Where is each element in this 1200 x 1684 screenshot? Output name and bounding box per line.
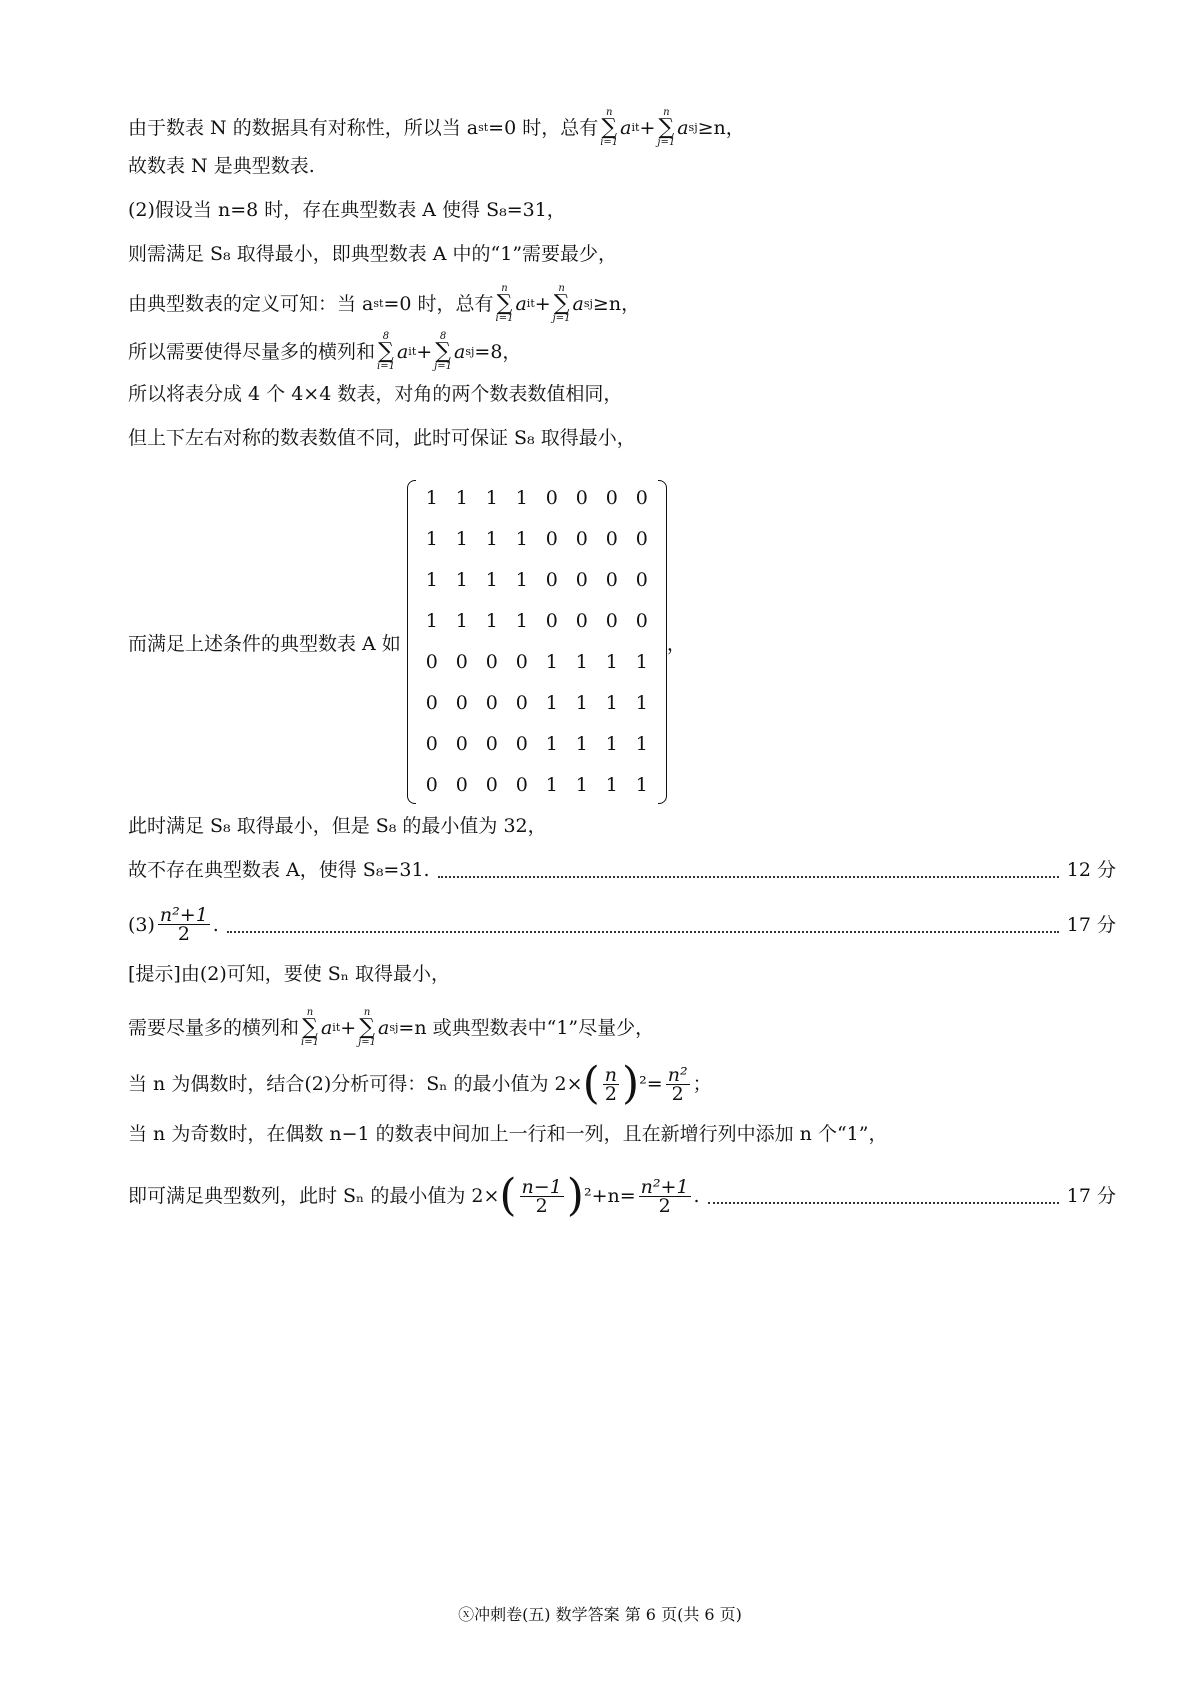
matrix-cell: 0 [575, 487, 588, 509]
matrix-cell: 1 [515, 487, 528, 509]
right-paren: ) [621, 1058, 640, 1109]
matrix-cell: 1 [515, 569, 528, 591]
matrix-cell: 1 [545, 692, 558, 714]
left-paren: ( [582, 1058, 600, 1109]
text: ≥n， [697, 117, 745, 139]
sum-symbol: n ∑ j=1 [552, 283, 571, 324]
subscript: sj [688, 121, 698, 134]
sum-symbol: 8 ∑ j=1 [434, 331, 453, 372]
matrix-cell: 1 [485, 569, 498, 591]
matrix-cell: 1 [455, 569, 468, 591]
line-minimal-ones: 则需满足 S₈ 取得最小，即典型数表 A 中的“1”需要最少， [128, 243, 618, 265]
text: =8， [474, 341, 522, 363]
matrix-cell: 0 [575, 569, 588, 591]
matrix-cell: 1 [635, 692, 648, 714]
matrix-cell: 1 [545, 651, 558, 673]
matrix-cell: 0 [545, 528, 558, 550]
matrix-cell: 0 [515, 733, 528, 755]
term: a [572, 293, 584, 315]
sum-symbol: n ∑ i=1 [301, 1007, 319, 1048]
text: =n 或典型数表中“1”尽量少， [398, 1017, 655, 1039]
line-symmetry [128, 108, 1116, 148]
sum-symbol: 8 ∑ i=1 [377, 331, 395, 372]
matrix-cell: 1 [425, 610, 438, 632]
plus-sign: + [416, 341, 433, 363]
matrix-cell: 0 [485, 733, 498, 755]
sum-symbol: n ∑ j=1 [358, 1007, 377, 1048]
matrix-cell: 0 [635, 610, 648, 632]
term: a [515, 293, 527, 315]
text: (3) [128, 913, 155, 936]
page-footer: ⓧ冲刺卷(五) 数学答案 第 6 页(共 6 页) [458, 1605, 742, 1624]
matrix-cell: 0 [485, 651, 498, 673]
fraction: $\frac{n-1}{2}$ [521, 1175, 562, 1217]
matrix-cell: 1 [635, 651, 648, 673]
line-row-col-sum [128, 332, 1116, 372]
score-label: 17 分 [1066, 913, 1116, 936]
matrix-cell: 0 [425, 692, 438, 714]
line-hint-sum [128, 1008, 1116, 1048]
line-definition [128, 284, 1116, 324]
text: =0 时，总有 [488, 117, 599, 139]
text: 故不存在典型数表 A，使得 S₈=31. [128, 859, 430, 881]
line-min-32: 此时满足 S₈ 取得最小，但是 S₈ 的最小值为 32， [128, 815, 547, 837]
matrix-cell: 0 [545, 569, 558, 591]
matrix-cell: 1 [515, 610, 528, 632]
line-part2-assumption: (2)假设当 n=8 时，存在典型数表 A 使得 S₈=31， [128, 199, 566, 221]
left-paren: ( [499, 1170, 517, 1221]
matrix-cell: 0 [605, 528, 618, 550]
sum-symbol: n ∑ i=1 [600, 107, 619, 148]
matrix-cell: 1 [605, 733, 618, 755]
matrix-cell: 1 [635, 774, 648, 796]
matrix-cell: 1 [425, 528, 438, 550]
text: . [212, 913, 219, 936]
line-part3-answer [128, 906, 1116, 943]
matrix-cell: 0 [635, 528, 648, 550]
term: a [396, 341, 409, 363]
matrix-cell: 0 [485, 774, 498, 796]
matrix-cell: 0 [635, 569, 648, 591]
line-hint: [提示]由(2)可知，要使 Sₙ 取得最小， [128, 963, 451, 985]
matrix-cell: 1 [605, 692, 618, 714]
score-label: 17 分 [1066, 1185, 1116, 1207]
text: ≥n， [592, 293, 641, 315]
matrix-a [407, 478, 667, 806]
matrix-cell: 0 [515, 651, 528, 673]
text: 而满足上述条件的典型数表 A 如 [128, 632, 401, 655]
line-odd-case: 当 n 为奇数时，在偶数 n−1 的数表中间加上一行和一列，且在新增行列中添加 n 个“1”， [128, 1123, 888, 1145]
line-conclusion [128, 856, 1116, 884]
matrix-cell: 1 [485, 487, 498, 509]
matrix-cell: 1 [575, 733, 588, 755]
text: . [693, 1185, 700, 1207]
matrix-cell: 0 [455, 692, 468, 714]
subscript: st [373, 297, 384, 310]
term: a [454, 341, 466, 363]
plus-sign: + [534, 293, 551, 315]
text: ²= [639, 1073, 663, 1095]
matrix-cell: 0 [545, 487, 558, 509]
matrix-cell: 1 [425, 487, 438, 509]
text: ， [666, 632, 686, 655]
matrix-cell: 0 [455, 651, 468, 673]
text: 所以需要使得尽量多的横列和 [128, 341, 376, 363]
matrix-cell: 0 [575, 610, 588, 632]
term: a [378, 1017, 390, 1039]
leader-dots [227, 917, 1059, 933]
subscript: sj [583, 297, 593, 310]
matrix-cell: 1 [575, 692, 588, 714]
matrix-cell: 1 [515, 528, 528, 550]
sum-symbol: n ∑ i=1 [495, 283, 514, 324]
fraction: $\frac{\text{n²+1}}{2}$ [640, 1175, 689, 1217]
sum-symbol: n ∑ j=1 [657, 107, 676, 148]
matrix-cell: 1 [485, 610, 498, 632]
matrix-cell: 0 [545, 610, 558, 632]
fraction: $\frac{n}{2}$ [604, 1063, 617, 1105]
term: a [677, 117, 689, 139]
matrix-cell: 1 [575, 651, 588, 673]
matrix-cell: 0 [515, 692, 528, 714]
matrix-cell: 0 [425, 774, 438, 796]
plus-sign: + [639, 117, 656, 139]
fraction: $\frac{\text{n²+1}}{2}$ [159, 904, 208, 945]
text: 当 n 为偶数时，结合(2)分析可得：Sₙ 的最小值为 2× [128, 1073, 583, 1095]
text: ； [692, 1073, 712, 1095]
matrix-cell: 1 [605, 651, 618, 673]
text: ²+n= [583, 1185, 636, 1207]
leader-dots [708, 1188, 1059, 1204]
matrix-cell: 1 [545, 733, 558, 755]
text: 由于数表 N 的数据具有对称性，所以当 a [128, 117, 479, 139]
subscript: sj [389, 1021, 399, 1034]
text: 需要尽量多的横列和 [128, 1017, 300, 1039]
line-odd-result [128, 1170, 1116, 1221]
subscript: it [526, 297, 535, 310]
subscript: it [631, 121, 640, 134]
matrix-cell: 1 [455, 528, 468, 550]
matrix-cell: 1 [605, 774, 618, 796]
leader-dots [438, 862, 1059, 878]
line-symmetric-diff: 但上下左右对称的数表数值不同，此时可保证 S₈ 取得最小， [128, 427, 636, 449]
matrix-cell: 1 [425, 569, 438, 591]
text: 即可满足典型数列，此时 Sₙ 的最小值为 2× [128, 1185, 500, 1207]
matrix-line [128, 478, 686, 806]
matrix-cell: 0 [575, 528, 588, 550]
matrix-cell: 0 [605, 569, 618, 591]
matrix-cell: 0 [605, 610, 618, 632]
term: a [620, 117, 632, 139]
line-typical-table: 故数表 N 是典型数表. [128, 155, 315, 177]
score-label: 12 分 [1066, 859, 1116, 881]
text: 由典型数表的定义可知：当 a [128, 293, 374, 315]
matrix-cell: 0 [605, 487, 618, 509]
fraction: $\frac{\text{n²}}{2}$ [667, 1063, 688, 1105]
matrix-cell: 1 [455, 487, 468, 509]
subscript: sj [465, 345, 475, 358]
right-paren: ) [566, 1170, 584, 1221]
line-even-case [128, 1058, 1116, 1109]
matrix-cell: 0 [425, 651, 438, 673]
matrix-cell: 1 [575, 774, 588, 796]
plus-sign: + [340, 1017, 357, 1039]
matrix-cell: 1 [485, 528, 498, 550]
matrix-cell: 0 [425, 733, 438, 755]
matrix-cell: 0 [515, 774, 528, 796]
term: a [320, 1017, 333, 1039]
matrix-cell: 0 [455, 774, 468, 796]
matrix-cell: 0 [485, 692, 498, 714]
matrix-cell: 1 [635, 733, 648, 755]
text: =0 时，总有 [383, 293, 494, 315]
matrix-cell: 0 [635, 487, 648, 509]
matrix-cell: 1 [545, 774, 558, 796]
matrix-cell: 0 [455, 733, 468, 755]
subscript: it [332, 1021, 341, 1034]
subscript: it [408, 345, 417, 358]
subscript: st [478, 121, 489, 134]
matrix-cell: 1 [455, 610, 468, 632]
line-split-tables: 所以将表分成 4 个 4×4 数表，对角的两个数表数值相同， [128, 383, 623, 405]
